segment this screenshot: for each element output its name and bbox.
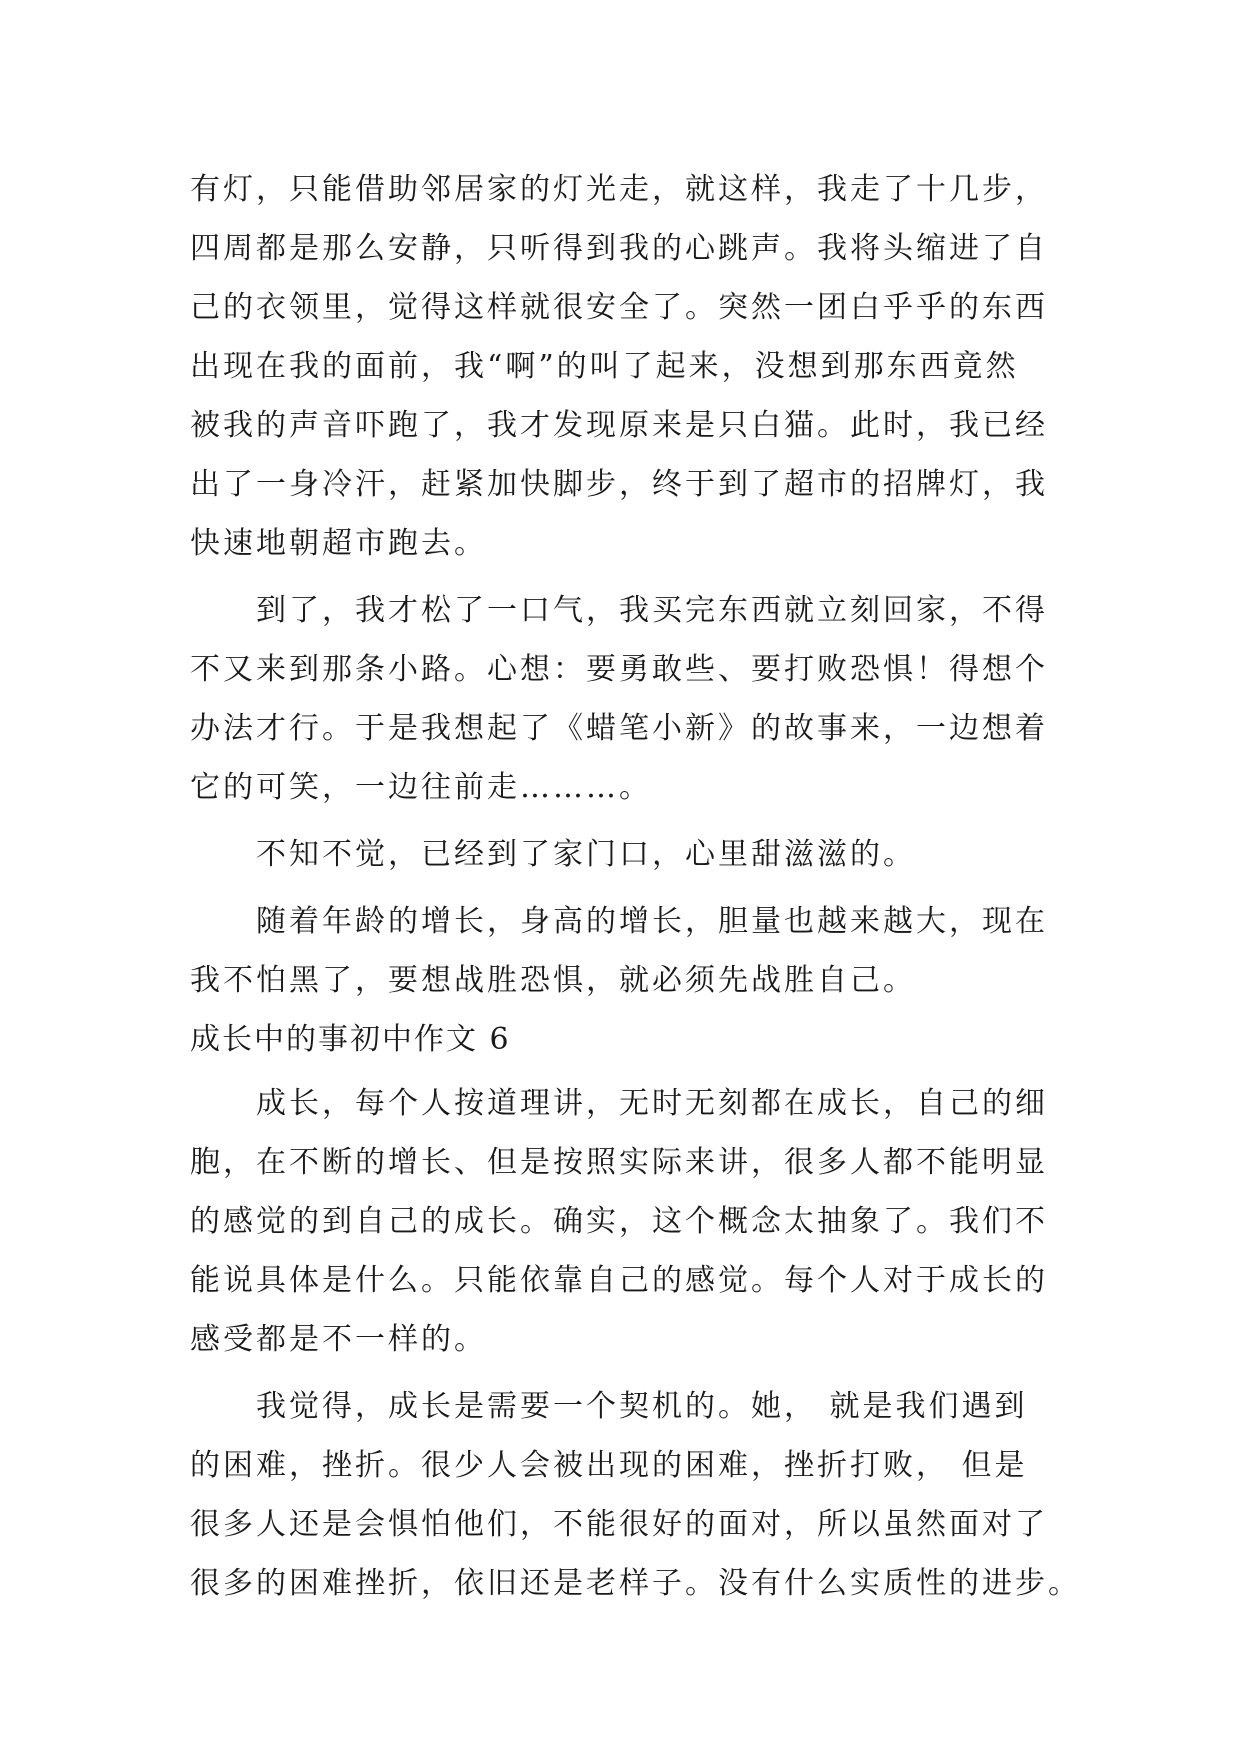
text-line: 的困难，挫折。很少人会被出现的困难，挫折打败， 但是	[190, 1448, 1028, 1483]
text-line: 到了，我才松了一口气，我买完东西就立刻回家，不得	[256, 593, 1048, 628]
text-line: 办法才行。于是我想起了《蜡笔小新》的故事来，一边想着	[190, 711, 1048, 746]
text-line: 我不怕黑了，要想战胜恐惧，就必须先战胜自己。	[190, 963, 916, 998]
text-line: 能说具体是什么。只能依靠自己的感觉。每个人对于成长的	[190, 1263, 1048, 1298]
essay-body	[190, 160, 1081, 1613]
text-line: 不知不觉，已经到了家门口，心里甜滋滋的。	[256, 837, 916, 872]
text-line: 有灯，只能借助邻居家的灯光走，就这样，我走了十几步，	[190, 172, 1048, 207]
text-line: 很多的困难挫折，依旧还是老样子。没有什么实质性的进步。	[190, 1566, 1081, 1601]
essay-title: 成长中的事初中作文 6	[190, 1022, 511, 1057]
text-line: 快速地朝超市跑去。	[190, 526, 487, 561]
text-line: 己的衣领里，觉得这样就很安全了。突然一团白乎乎的东西	[190, 290, 1048, 325]
paragraph	[190, 825, 1060, 884]
text-line: 很多人还是会惧怕他们，不能很好的面对，所以虽然面对了	[190, 1507, 1048, 1542]
text-line: 感受都是不一样的。	[190, 1322, 487, 1357]
text-line: 随着年龄的增长，身高的增长，胆量也越来越大，现在	[256, 904, 1048, 939]
text-line: 胞，在不断的增长、但是按照实际来讲，很多人都不能明显	[190, 1145, 1048, 1180]
paragraph	[190, 1377, 1081, 1613]
text-line: 的感觉的到自己的成长。确实，这个概念太抽象了。我们不	[190, 1204, 1048, 1239]
text-line: 成长，每个人按道理讲，无时无刻都在成长，自己的细	[256, 1086, 1048, 1121]
paragraph	[190, 1074, 1060, 1369]
text-line: 我觉得，成长是需要一个契机的。她， 就是我们遇到	[256, 1389, 1028, 1424]
paragraph	[190, 581, 1060, 817]
text-line: 被我的声音吓跑了，我才发现原来是只白猫。此时，我已经	[190, 408, 1048, 443]
text-line: 不又来到那条小路。心想：要勇敢些、要打败恐惧！得想个	[190, 652, 1048, 687]
text-line: 出了一身冷汗，赶紧加快脚步，终于到了超市的招牌灯，我	[190, 467, 1048, 502]
paragraph	[190, 892, 1060, 1010]
text-line: 它的可笑，一边往前走………。	[190, 770, 652, 805]
text-line: 出现在我的面前，我“啊”的叫了起来，没想到那东西竟然	[190, 349, 1019, 384]
paragraph	[190, 160, 1060, 573]
text-line: 四周都是那么安静，只听得到我的心跳声。我将头缩进了自	[190, 231, 1048, 266]
